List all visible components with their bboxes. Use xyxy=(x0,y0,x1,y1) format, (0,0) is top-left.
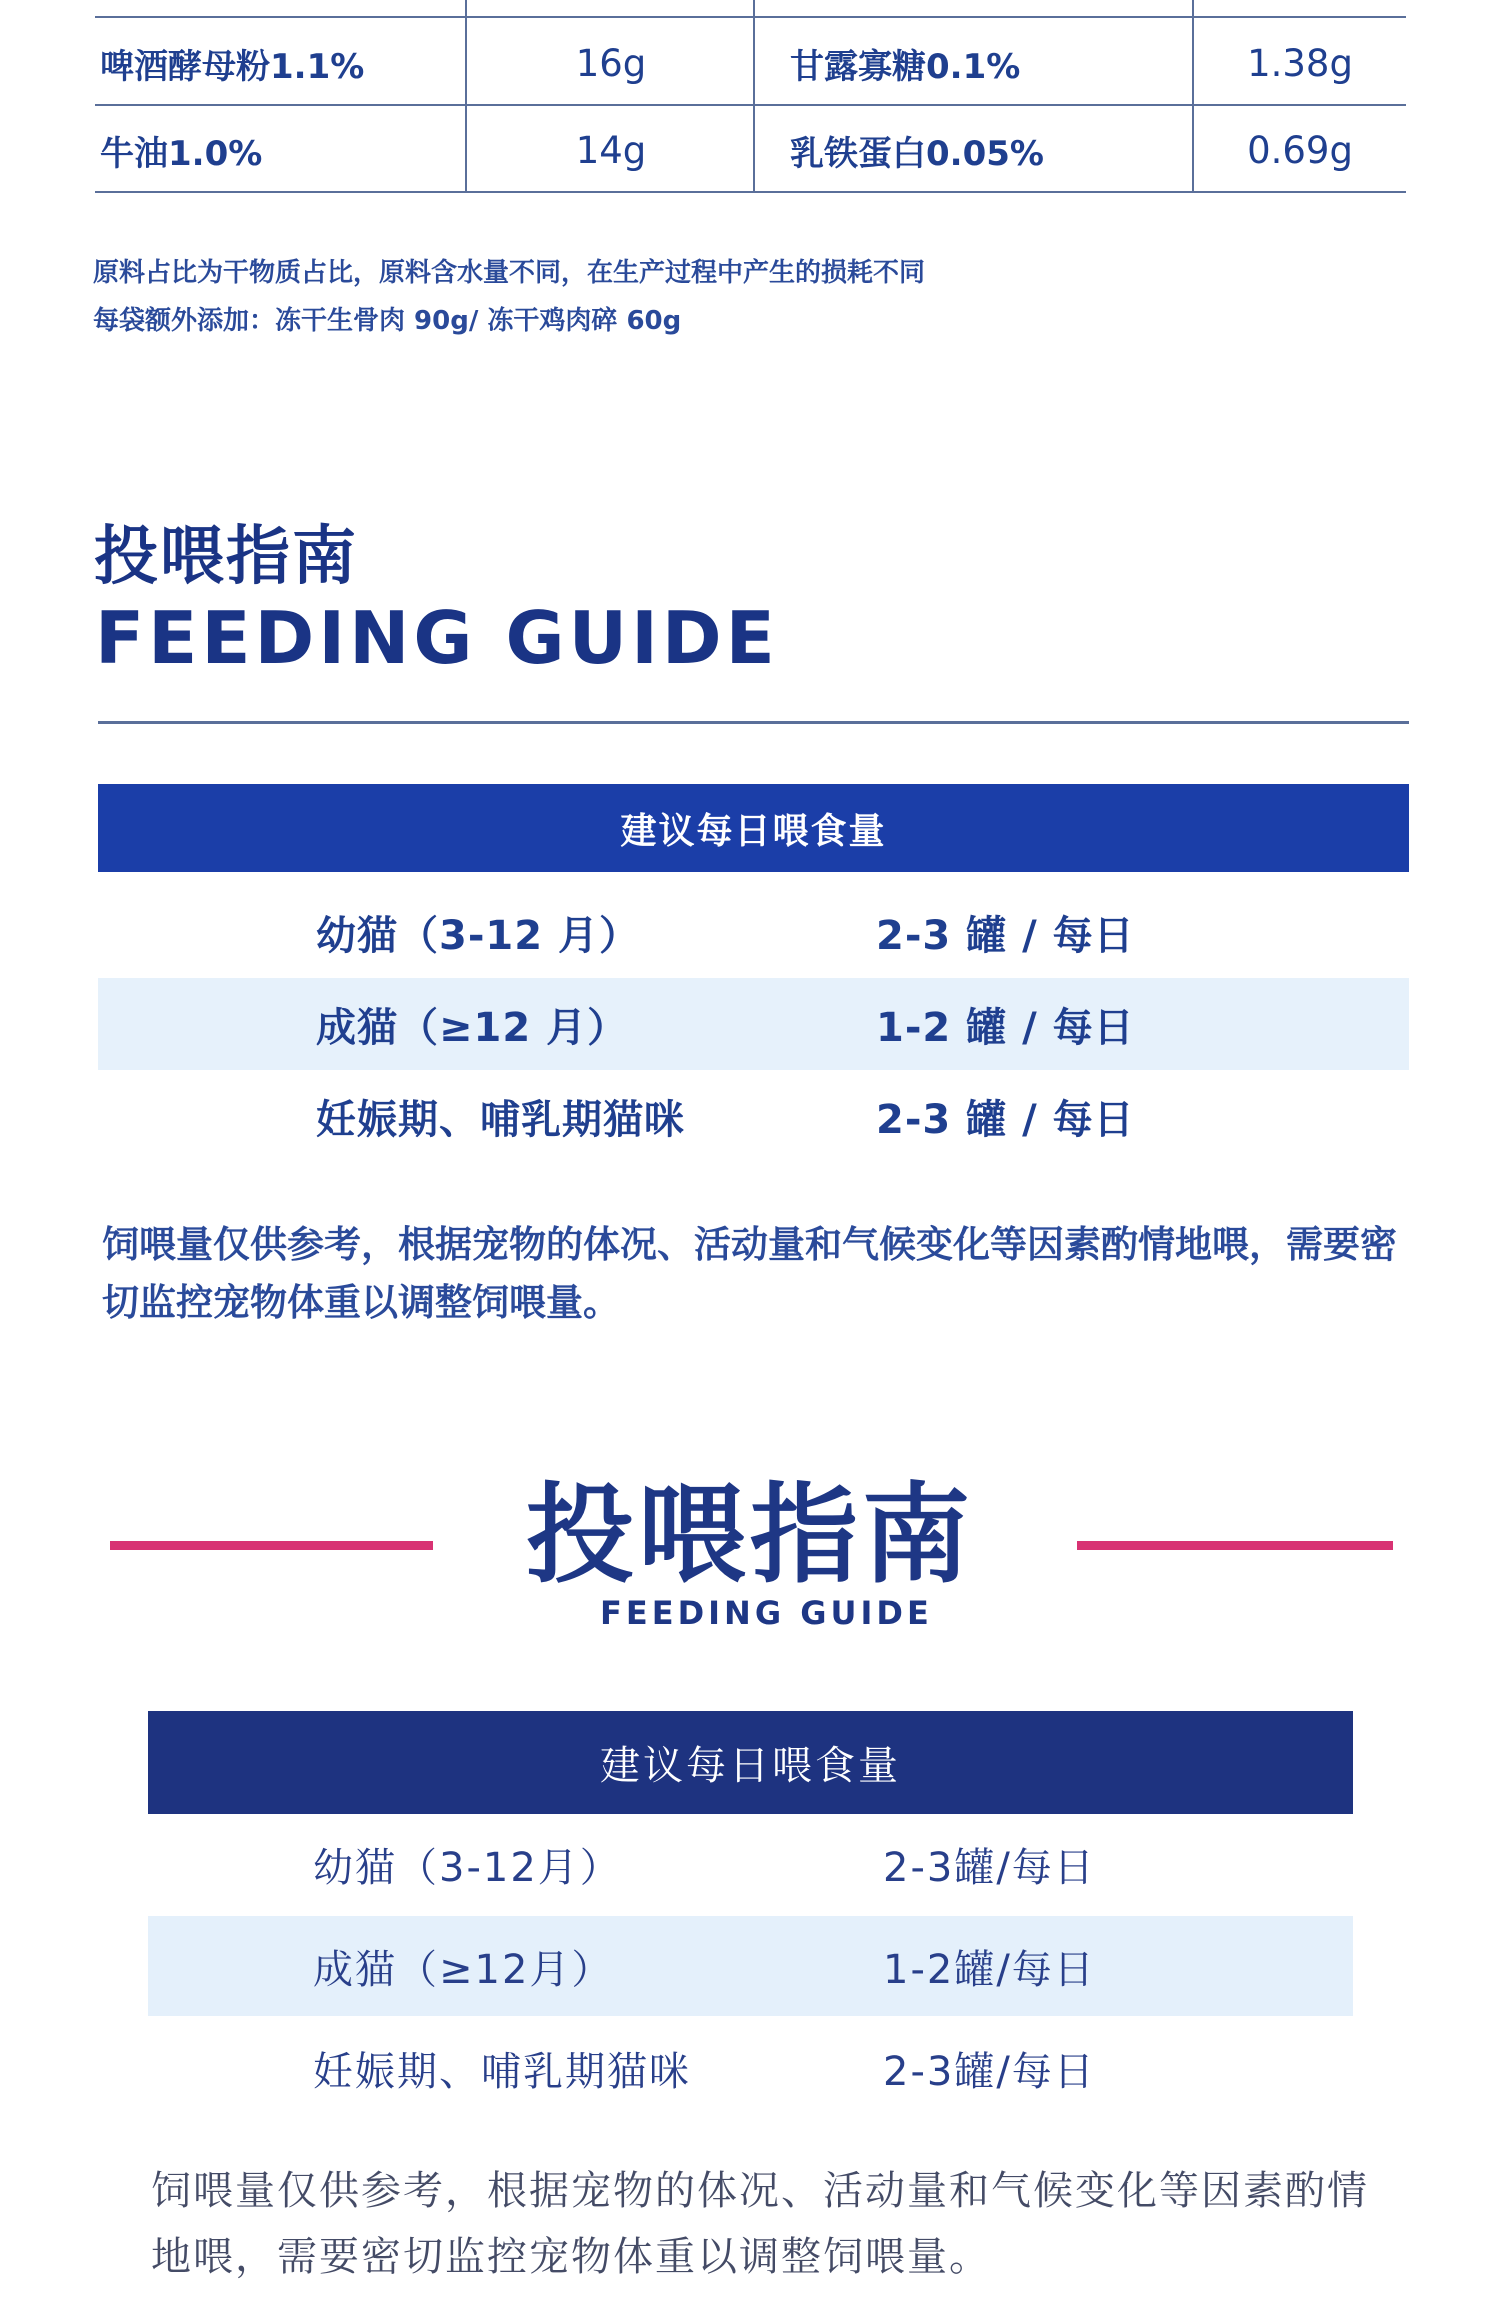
table-row xyxy=(95,20,1406,106)
ingredient-amount: 14g xyxy=(575,128,647,172)
table-row xyxy=(98,1070,1409,1162)
ingredient-amount: 0.69g xyxy=(1247,128,1353,172)
daily-amount: 2-3 罐 / 每日 xyxy=(876,1096,1135,1143)
feeding-note: 饲喂量仅供参考，根据宠物的体况、活动量和气候变化等因素酌情地喂，需要密切监控宠物体重以调整饲喂量。 xyxy=(102,1223,1397,1324)
table-row xyxy=(98,978,1409,1070)
section-divider xyxy=(98,721,1409,724)
daily-amount: 1-2罐/每日 xyxy=(883,1946,1096,1993)
section-title-en: FEEDING GUIDE xyxy=(95,596,779,680)
table-row xyxy=(148,1916,1353,2016)
section-title-en: FEEDING GUIDE xyxy=(600,1594,933,1632)
ingredient-name: 啤酒酵母粉1.1% xyxy=(100,46,365,87)
ingredient-amount: 16g xyxy=(575,41,647,85)
feeding-table-header: 建议每日喂食量 xyxy=(148,1711,1353,1814)
daily-amount: 2-3罐/每日 xyxy=(883,1844,1096,1891)
title-accent-line-right xyxy=(1077,1541,1393,1550)
cat-stage: 妊娠期、哺乳期猫咪 xyxy=(316,1096,685,1143)
table-row xyxy=(148,2018,1353,2118)
ingredient-note: 原料占比为干物质占比，原料含水量不同，在生产过程中产生的损耗不同 xyxy=(93,258,926,288)
ingredient-amount: 1.38g xyxy=(1247,41,1353,85)
ingredient-table xyxy=(95,0,1406,193)
cat-stage: 成猫（≥12 月） xyxy=(316,1004,629,1051)
table-row xyxy=(95,107,1406,193)
cat-stage: 幼猫（3-12月） xyxy=(313,1844,622,1891)
daily-amount: 2-3 罐 / 每日 xyxy=(876,912,1135,959)
title-accent-line-left xyxy=(110,1541,433,1550)
cat-stage: 成猫（≥12月） xyxy=(313,1946,614,1993)
cat-stage: 幼猫（3-12 月） xyxy=(316,912,641,959)
feeding-table-header: 建议每日喂食量 xyxy=(98,784,1409,872)
daily-amount: 1-2 罐 / 每日 xyxy=(876,1004,1135,1051)
ingredient-name: 甘露寡糖0.1% xyxy=(790,46,1021,87)
section-title-cn: 投喂指南 xyxy=(525,1473,974,1598)
cat-stage: 妊娠期、哺乳期猫咪 xyxy=(313,2048,691,2095)
table-row xyxy=(148,1814,1353,1914)
daily-amount: 2-3罐/每日 xyxy=(883,2048,1096,2095)
ingredient-name: 乳铁蛋白0.05% xyxy=(790,133,1044,174)
ingredient-name: 牛油1.0% xyxy=(100,133,263,174)
ingredient-note: 每袋额外添加：冻干生骨肉 90g/ 冻干鸡肉碎 60g xyxy=(93,306,682,336)
section-title-cn: 投喂指南 xyxy=(94,520,358,594)
table-row xyxy=(98,886,1409,978)
feeding-note: 饲喂量仅供参考，根据宠物的体况、活动量和气候变化等因素酌情地喂，需要密切监控宠物体重以调整饲喂量。 xyxy=(151,2168,1369,2280)
